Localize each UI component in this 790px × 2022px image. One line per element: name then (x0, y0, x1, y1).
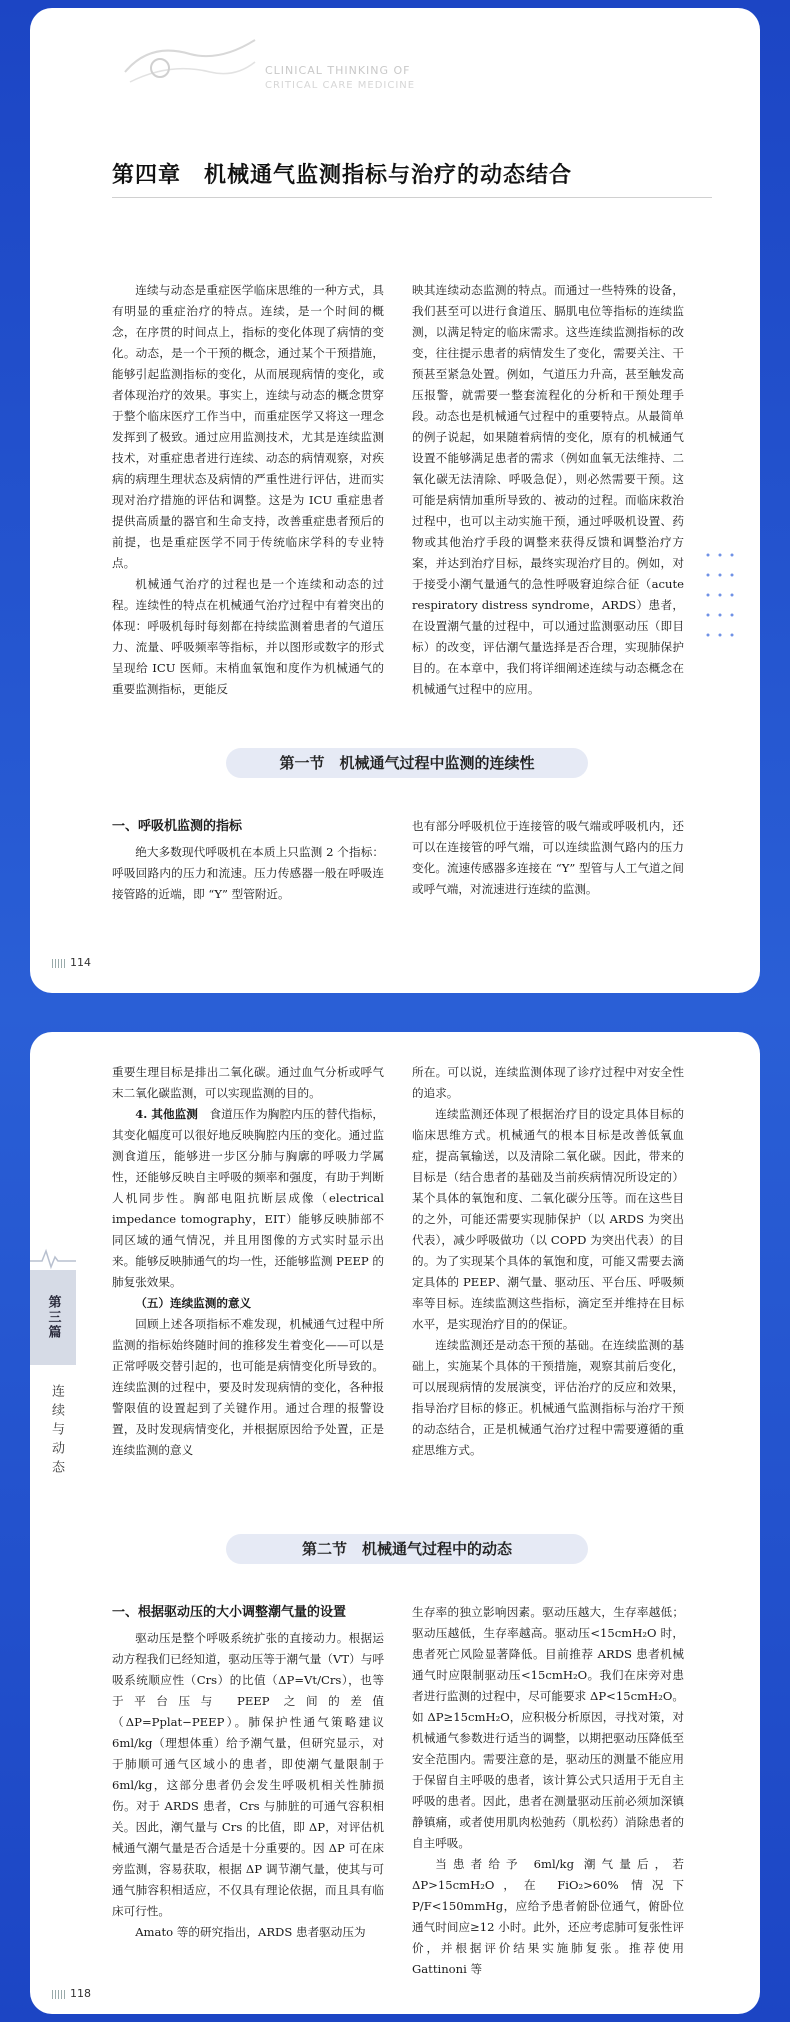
paragraph: 回顾上述各项指标不难发现，机械通气过程中所监测的指标始终随时间的推移发生着变化——可以是正常呼吸交替引起的，也可能是病情变化所导致的。连续监测的过程中，要及时发现病情的变化，各种报警限值的设置起到了关键作用。通过合理的报警设置，及时发现病情变化，并根据原因给予处置，正是连续监测的意义 (112, 1317, 384, 1457)
heartbeat-line-icon (30, 1247, 76, 1269)
paragraph: 映其连续动态监测的特点。而通过一些特殊的设备，我们甚至可以进行食道压、膈肌电位等指标的连续监测，以满足特定的临床需求。这些连续监测指标的改变，往往提示患者的病情发生了变化，需要关注、干预甚至紧急处置。例如，气道压力升高，甚至触发高压报警，就需要一整套流程化的分析和干预处理手段。动态也是机械通气过程中的重要特点。从最简单的例子说起，如果随着病情的变化，原有的机械通气设置不能够满足患者的需求（例如血氧无法维持、二氧化碳无法清除、呼吸急促），则必然需要干预。这可能是病情加重所导致的、被动的过程。而临床救治过程中，也可以主动实施干预，通过呼吸机设置、药物或其他治疗手段的调整来获得反馈和调整治疗方案，并达到治疗目标，最终实现治疗目的。例如，对于接受小潮气量通气的急性呼吸窘迫综合征（acute respiratory distress syndrome，ARDS）患者，在设置潮气量的过程中，可以通过监测驱动压（即目标）的改变，评估潮气量选择是否合理，实现肺保护目的。在本章中，我们将详细阐述连续与动态概念在机械通气过程中的应用。 (412, 283, 684, 696)
page-marker-icon (52, 959, 66, 968)
brand-swoosh-icon (120, 32, 260, 92)
intro-left-column (112, 280, 384, 700)
page-number: 118 (52, 1987, 91, 2000)
sub2-right-column (412, 1602, 684, 1980)
chapter-title: 第四章 机械通气监测指标与治疗的动态结合 (112, 158, 712, 198)
decorative-dots-icon (700, 545, 740, 665)
sub1-right-column (412, 816, 684, 900)
paragraph: 也有部分呼吸机位于连接管的吸气端或呼吸机内，还可以在连接管的呼气端，可以连续监测气路内的压力变化。流速传感器多连接在 “Y” 型管与人工气道之间或呼气端，对流速进行连续的监测。 (412, 819, 684, 896)
sub2-left-column (112, 1602, 384, 1943)
brand-line-1: CLINICAL THINKING OF (265, 64, 411, 77)
page-118 (30, 1032, 760, 2014)
paragraph (112, 1104, 384, 1293)
p2-left-top-column (112, 1062, 384, 1461)
page-number: 114 (52, 956, 91, 969)
paragraph: 绝大多数现代呼吸机在本质上只监测 2 个指标：呼吸回路内的压力和流速。压力传感器一般在呼吸连接管路的近端，即 “Y” 型管附近。 (112, 845, 384, 901)
paragraph: 当患者给予 6ml/kg 潮气量后，若 ΔP>15cmH₂O，在 FiO₂>60% 情况下 P/F<150mmHg，应给予患者俯卧位通气，俯卧位通气时间应≥12 小时。此外，还应考虑肺可复张性评价，并根据评价结果实施肺复张。推荐使用 Gattinoni 等 (412, 1857, 684, 1976)
paragraph: 生存率的独立影响因素。驱动压越大，生存率越低；驱动压越低，生存率越高。驱动压<15cmH₂O 时，患者死亡风险显著降低。目前推荐 ARDS 患者机械通气时应限制驱动压<15cmH₂O。我们在床旁对患者进行监测的过程中，尽可能要求 ΔP<15cmH₂O。如 ΔP≥15cmH₂O，应积极分析原因，寻找对策，对机械通气参数进行适当的调整，以期把驱动压降低至安全范围内。需要注意的是，驱动压的测量不能应用于保留自主呼吸的患者，该计算公式只适用于无自主呼吸的患者。因此，患者在测量驱动压前必须加深镇静镇痛，或者使用肌肉松弛药（肌松药）消除患者的自主呼吸。 (412, 1605, 684, 1850)
paragraph: 连续监测还是动态干预的基础。在连续监测的基础上，实施某个具体的干预措施，观察其前后变化，可以展现病情的发展演变，评估治疗的反应和效果，指导治疗目标的修正。机械通气监测指标与治疗干预的动态结合，正是机械通气治疗过程中需要遵循的重症思维方式。 (412, 1338, 684, 1457)
paragraph: Amato 等的研究指出，ARDS 患者驱动压为 (135, 1925, 366, 1939)
item-4-text: 食道压作为胸腔内压的替代指标，其变化幅度可以很好地反映胸腔内压的变化。通过监测食道压，能够进一步区分肺与胸廓的呼吸力学属性，还能够反映自主呼吸的频率和强度，有助于判断人机同步性。胸部电阻抗断层成像（electrical impedance tomography，EIT）能够反映肺部不同区域的通气情况，并且用图像的方式实时显示出来。能够反映肺通气的均一性，还能够监测 PEEP 的肺复张效果。 (112, 1107, 384, 1289)
page-114 (30, 8, 760, 993)
subsection-title: （五）连续监测的意义 (135, 1296, 252, 1310)
part-tab: 第三篇 (30, 1270, 76, 1365)
item-4-label: 4. 其他监测 (135, 1107, 198, 1121)
paragraph: 机械通气治疗的过程也是一个连续和动态的过程。连续性的特点在机械通气治疗过程中有着突出的体现：呼吸机每时每刻都在持续监测着患者的气道压力、流量、呼吸频率等指标，并以图形或数字的形式呈现给 ICU 医师。末梢血氧饱和度作为机械通气的重要监测指标，更能反 (112, 577, 384, 696)
subsection-title: 一、根据驱动压的大小调整潮气量的设置 (112, 1605, 347, 1620)
sub1-left-column (112, 816, 384, 905)
subsection-title: 一、呼吸机监测的指标 (112, 819, 243, 834)
page-marker-icon (52, 1990, 66, 1999)
paragraph: 连续与动态是重症医学临床思维的一种方式，具有明显的重症治疗的特点。连续，是一个时间的概念，在序贯的时间点上，指标的变化体现了病情的变化。动态，是一个干预的概念，通过某个干预措施，能够引起监测指标的变化，从而展现病情的变化，或者体现治疗的效果。事实上，连续与动态的概念贯穿于整个临床医疗工作当中，而重症医学又将这一理念发挥到了极致。通过应用监测技术，尤其是连续监测技术，对重症患者进行连续、动态的病情观察，对疾病的病理生理状态及病情的严重性进行评估，进而实现对治疗措施的评估和调整。这是为 ICU 重症患者提供高质量的器官和生命支持，改善重症患者预后的前提，也是重症医学不同于传统临床学科的专业特点。 (112, 283, 384, 570)
paragraph: 重要生理目标是排出二氧化碳。通过血气分析或呼气末二氧化碳监测，可以实现监测的目的。 (112, 1065, 384, 1100)
paragraph: 驱动压是整个呼吸系统扩张的直接动力。根据运动方程我们已经知道，驱动压等于潮气量（VT）与呼吸系统顺应性（Crs）的比值（ΔP=Vt/Crs），也等于平台压与 PEEP 之间的差值（ΔP=Pplat−PEEP）。肺保护性通气策略建议 6ml/kg（理想体重）给予潮气量，但研究显示，对于肺顺可通气区域小的患者，即使潮气量限制于 6ml/kg，这部分患者仍会发生呼吸机相关性肺损伤。对于 ARDS 患者，Crs 与肺脏的可通气容积相关。因此，潮气量与 Crs 的比值，即 ΔP，对评估机械通气潮气量是否合适是十分重要的。因 ΔP 可在床旁监测，容易获取，根据 ΔP 调节潮气量，使其与可通气肺容积相适应，不仅具有理论依据，而且具有临床可行性。 (112, 1631, 384, 1918)
brand-line-2: CRITICAL CARE MEDICINE (265, 80, 416, 91)
part-name: 连续与动态 (49, 1384, 64, 1479)
section-1-title: 第一节 机械通气过程中监测的连续性 (226, 748, 588, 778)
section-2-title: 第二节 机械通气过程中的动态 (226, 1534, 588, 1564)
p2-right-top-column (412, 1062, 684, 1461)
paragraph: 所在。可以说，连续监测体现了诊疗过程中对安全性的追求。 (412, 1065, 684, 1100)
paragraph: 连续监测还体现了根据治疗目的设定具体目标的临床思维方式。机械通气的根本目标是改善低氧血症，提高氧输送，以及清除二氧化碳。因此，带来的目标是（结合患者的基础及当前疾病情况所设定的）某个具体的氧饱和度、二氧化碳分压等。而在这些目的之外，可能还需要实现肺保护（以 ARDS 为突出代表），减少呼吸做功（以 COPD 为突出代表）的目的。为了实现某个具体的氧饱和度，可能又需要去滴定具体的 PEEP、潮气量、驱动压、平台压、呼吸频率等目标。连续监测这些指标，滴定至并维持在目标水平，是实现治疗目的的保证。 (412, 1107, 684, 1331)
intro-right-column (412, 280, 684, 700)
book-brand-header (120, 22, 420, 92)
